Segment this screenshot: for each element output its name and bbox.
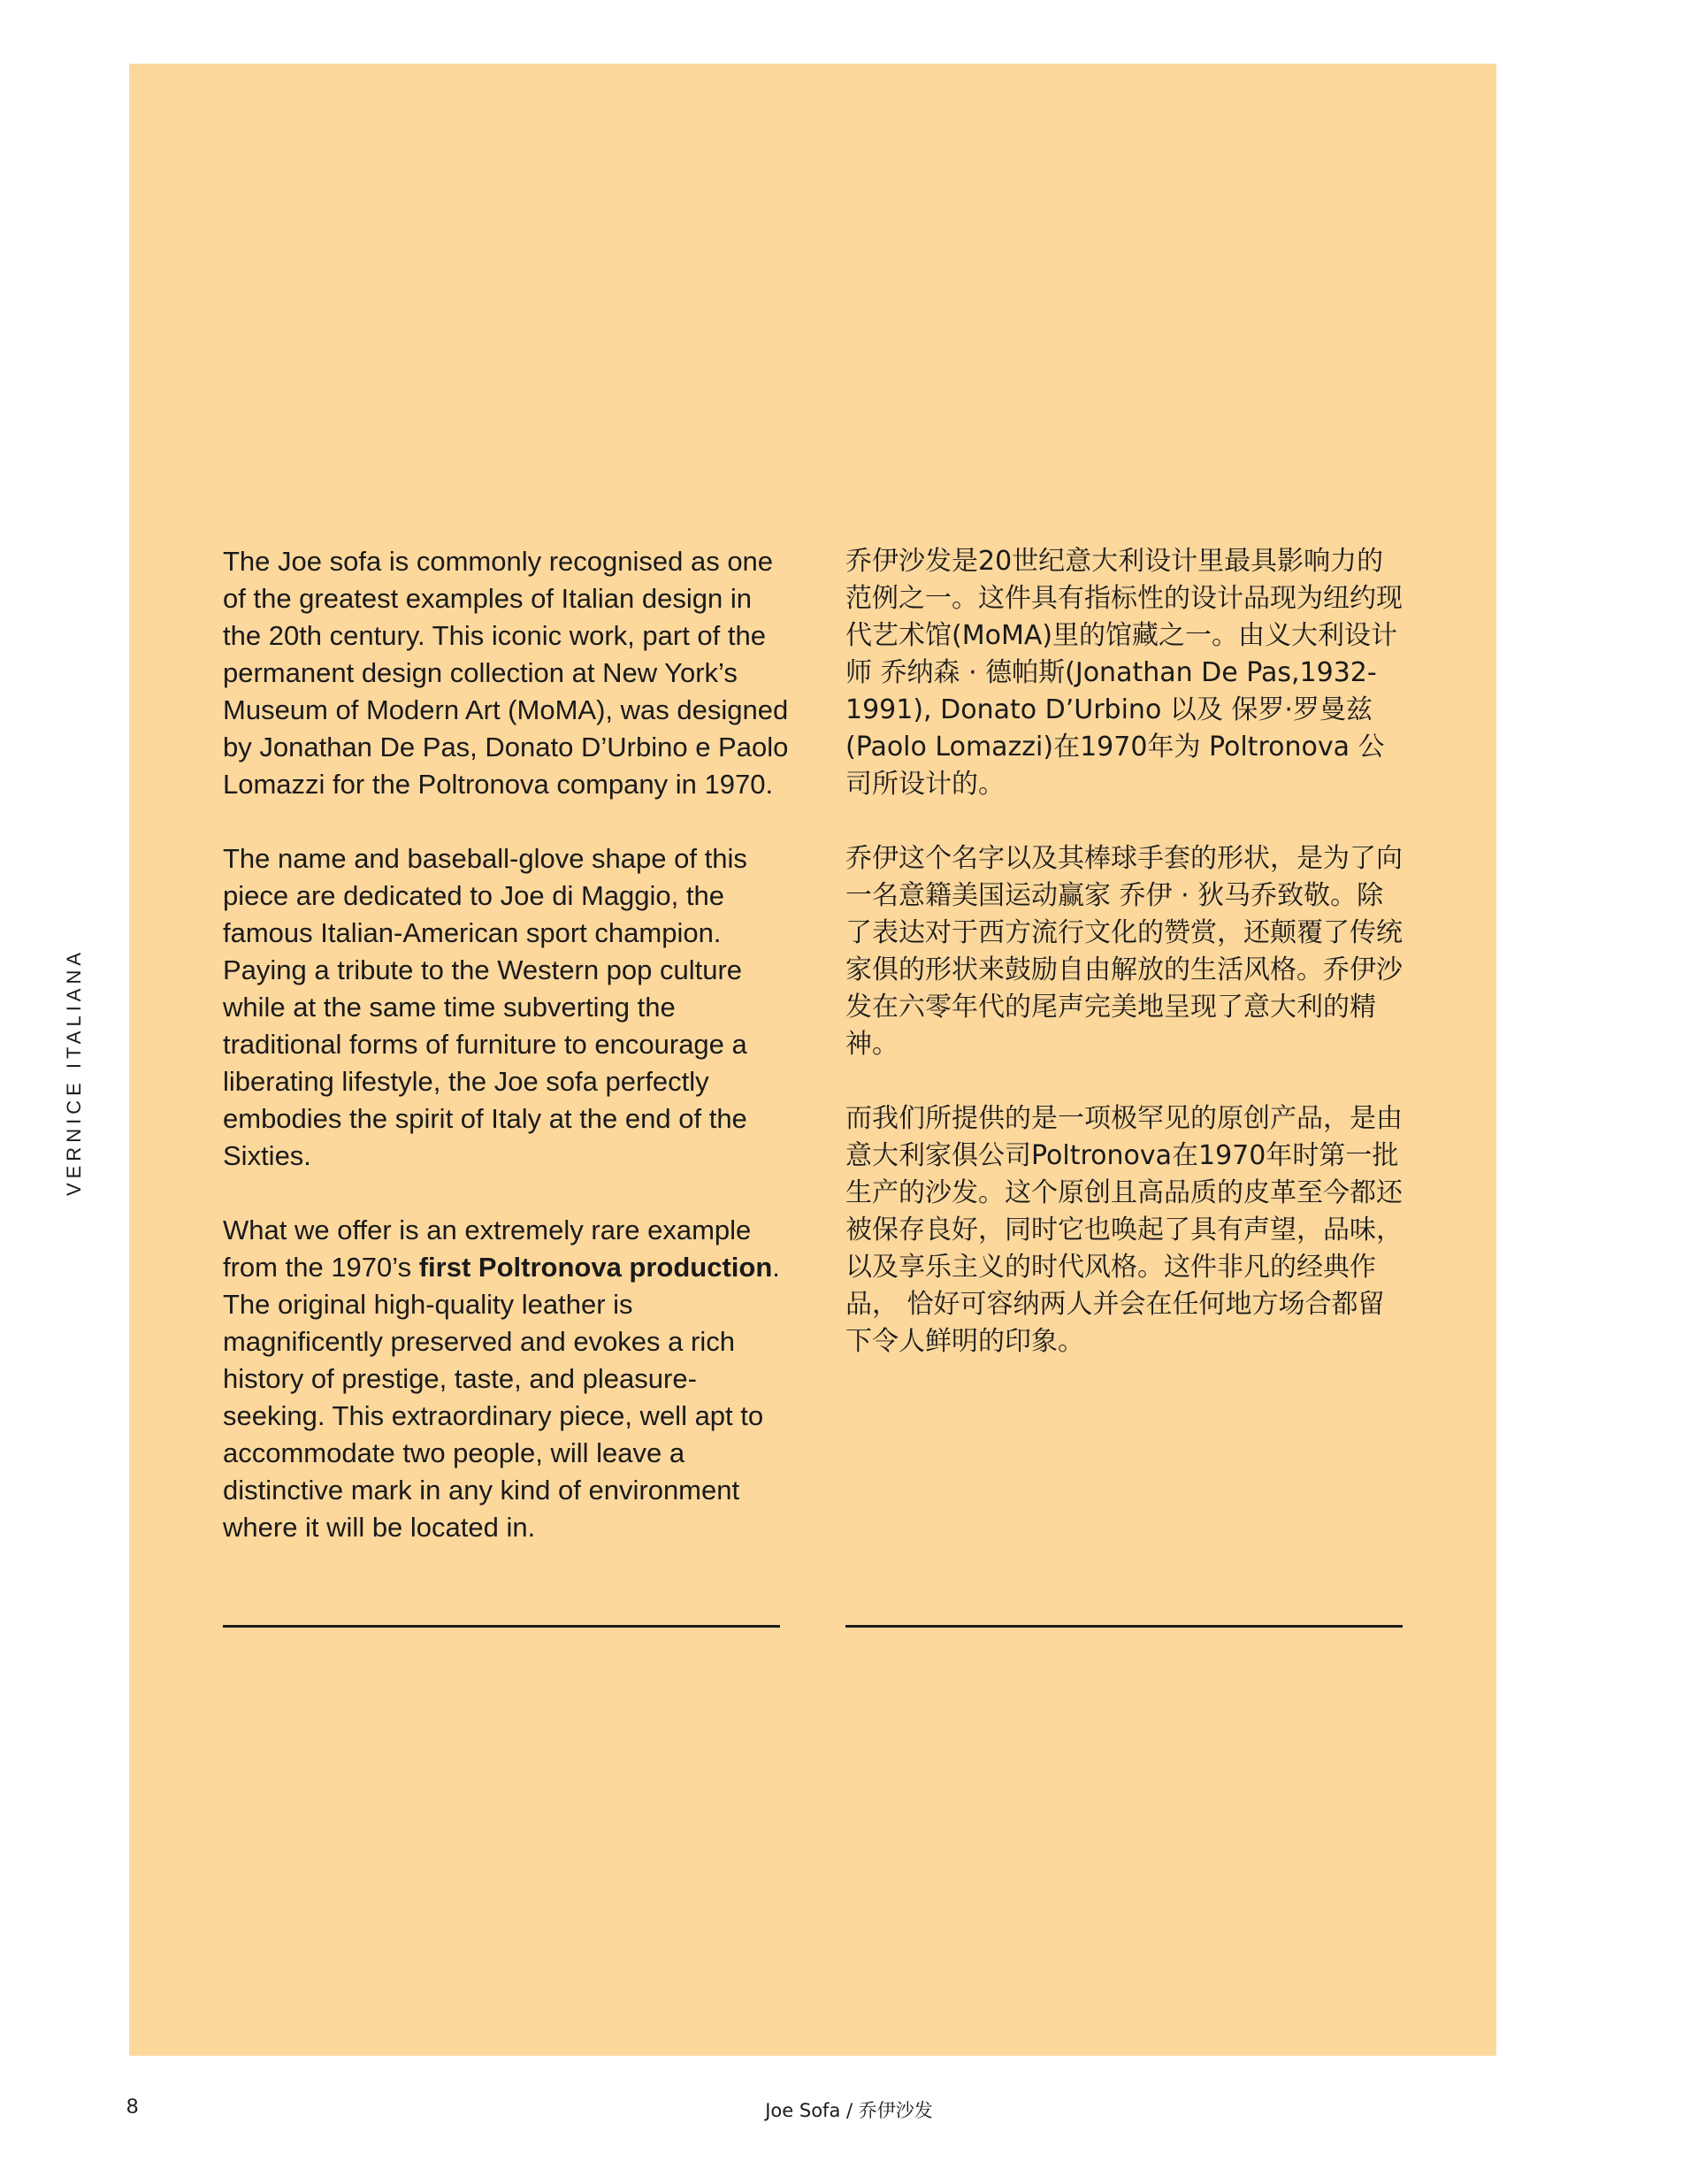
page-number: 8 [126,2095,139,2119]
english-divider [223,1625,780,1628]
english-paragraph-2: The name and baseball-glove shape of this piece are dedicated to Joe di Maggio, the famous Italian-American sport champion. Paying a tribute to the Western pop culture while at the same time subverting the traditional forms of furniture to encourage a liberating lifestyle, the Joe sofa perfectly embodies the spirit of Italy at the end of the Sixties. [223,843,747,1171]
english-paragraph-3-emphasis: first Poltronova production [418,1252,773,1283]
english-paragraph-1: The Joe sofa is commonly recognised as one of the greatest examples of Italian design in the 20th century. This iconic work, part of the permanent design collection at New York’s Museum of Modern Art (MoMA), was designed by Jonathan De Pas, Donato D’Urbino e Paolo Lomazzi for the Poltronova company in 1970. [223,546,789,800]
english-paragraph-3 [223,1212,789,1546]
chinese-paragraph-2: 乔伊这个名字以及其棒球手套的形状，是为了向一名意籍美国运动赢家 乔伊 · 狄马乔致敬。除了表达对于西方流行文化的赞赏，还颠覆了传统家俱的形状来鼓励自由解放的生活风格。乔伊沙发在六零年代的尾声完美地呈现了意大利的精神。 [845,843,1403,1060]
sidebar-label: VERNICE ITALIANA [63,947,85,1197]
chinese-paragraph-3: 而我们所提供的是一项极罕见的原创产品，是由意大利家俱公司Poltronova在1970年时第一批生产的沙发。这个原创且高品质的皮革至今都还被保存良好，同时它也唤起了具有声望，品味，以及享乐主义的时代风格。这件非凡的经典作品， 恰好可容纳两人并会在任何地方场合都留下令人鲜明的印象。 [845,1103,1403,1357]
chinese-column [845,543,1406,1360]
english-column [223,543,789,1546]
chinese-paragraph-1: 乔伊沙发是20世纪意大利设计里最具影响力的范例之一。这件具有指标性的设计品现为纽约现代艺术馆(MoMA)里的馆藏之一。由义大利设计师 乔纳森 · 德帕斯(Jonathan De Pas,1932-1991), Donato D’Urbino 以及 保罗·罗曼兹(Paolo Lomazzi)在1970年为 Poltronova 公司所设计的。 [845,546,1403,800]
english-paragraph-3-intro: What we offer is an extremely rare example from the 1970’s [223,1215,752,1283]
running-footer-title: Joe Sofa / 乔伊沙发 [765,2100,933,2121]
chinese-divider [845,1625,1403,1628]
english-paragraph-3-rest: . The original high-quality leather is magnificently preserved and evokes a rich history of prestige, taste, and pleasure-seeking. This extraordinary piece, well apt to accommodate two people, will leave a distinctive mark in any kind of environment where it will be located in. [223,1252,780,1543]
